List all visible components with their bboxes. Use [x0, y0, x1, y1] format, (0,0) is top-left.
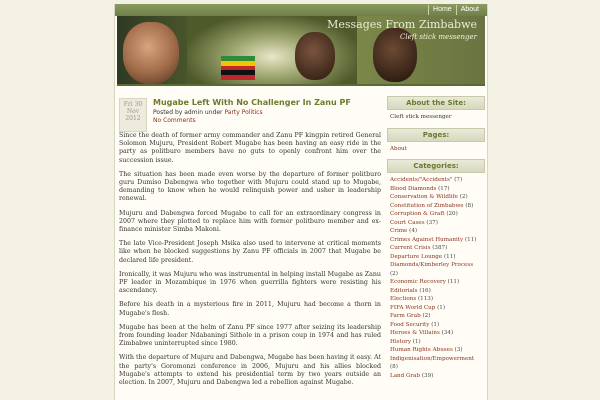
post-paragraph: Mugabe has been at the helm of Zanu PF since 1977 after seizing its leadership from founding leader Ndabaningi Sithole in a prison coup in 1974 and has ruled Zimbabwe uninterrupted since 1980.: [119, 323, 381, 348]
category-item: [390, 253, 482, 262]
post-paragraph: With the departure of Mujuru and Dabengwa, Mugabe has been having it easy. At the party's Goromonzi conference in 2006, Mujuru and his allies blocked Mugabe's attempts to extend his presidential term by two years outside an election. In 2007, Mujuru and Dabengwa led a rebellion against Mugabe.: [119, 354, 381, 387]
category-count: (11): [443, 253, 456, 260]
category-count: (17): [438, 185, 450, 192]
category-item: [390, 244, 482, 253]
category-link[interactable]: Constitution of Zimbabwe: [390, 202, 464, 209]
post-paragraph: Ironically, it was Mujuru who was instrumental in helping install Mugabe as Zanu PF leader in Mozambique in 1976 when guerrilla fighters were resisting his ascendancy.: [119, 270, 381, 295]
category-count: (113): [417, 296, 434, 302]
category-count: (20): [446, 211, 458, 217]
categories-widget-title: Categories:: [387, 159, 485, 173]
category-item: [390, 176, 482, 185]
category-item: [390, 287, 482, 296]
sidebar: [387, 96, 485, 386]
category-count: (16): [419, 287, 431, 294]
category-item: [390, 219, 482, 228]
post-paragraph: The late Vice-President Joseph Msika also used to intervene at critical moments like when he blocked suggestions by Zanu PF officials in 2007 that Mugabe be declared life president.: [119, 240, 381, 264]
category-link[interactable]: History: [390, 338, 411, 345]
category-item: [390, 261, 482, 278]
post-date-day: Fri 30: [123, 101, 143, 108]
category-count: (37): [426, 219, 438, 226]
category-link[interactable]: Editorials: [390, 287, 418, 294]
category-item: [390, 372, 482, 381]
nav-home-link[interactable]: Home: [428, 5, 456, 15]
category-count: (2): [422, 313, 431, 319]
category-link[interactable]: Diamonds/Kimberley Process: [390, 262, 474, 268]
category-link[interactable]: Current Crisis: [390, 245, 431, 251]
pages-widget-title: Pages:: [387, 128, 485, 142]
post-comments-link[interactable]: No Comments: [153, 117, 196, 124]
category-link[interactable]: Crimes Against Humanity: [390, 236, 464, 243]
category-item: [390, 355, 482, 372]
about-widget-title: About the Site:: [387, 96, 485, 110]
post: [115, 94, 383, 400]
category-link[interactable]: Land Grab: [390, 372, 421, 379]
portrait-left-image: [123, 22, 179, 84]
category-count: (34): [441, 330, 454, 336]
post-date-year: 2012: [125, 115, 141, 122]
category-link[interactable]: Departure Lounge: [390, 253, 443, 260]
category-item: [390, 210, 482, 219]
about-widget-text: Cleft stick messenger: [390, 114, 452, 120]
category-count: (1): [437, 304, 446, 311]
post-paragraph: Since the death of former army commander and Zanu PF kingpin retired General Solomon Mujuru, President Robert Mugabe has been having an easy ride in the party as politburo members have no guts to openly confront him over the succession issue.: [119, 132, 381, 164]
category-count: (2): [390, 270, 398, 277]
category-count: (4): [409, 228, 418, 234]
category-item: [390, 321, 482, 330]
category-link[interactable]: Food Security: [390, 321, 430, 328]
category-item: [390, 312, 482, 321]
post-paragraph: The situation has been made even worse by the departure of former politburo guru Dumiso Dabengwa who together with Mujuru could stand up to Mugabe, demanding to know when he would relinquish power and usher in leadership renewal.: [119, 170, 381, 203]
category-count: (11): [447, 279, 460, 285]
category-item: [390, 329, 482, 338]
category-item: [390, 304, 482, 313]
category-item: [390, 202, 482, 211]
category-item: [390, 338, 482, 347]
category-item: [390, 236, 482, 245]
category-count: (387): [432, 245, 448, 251]
category-item: [390, 346, 482, 355]
post-body: [119, 132, 381, 393]
category-item: [390, 185, 482, 194]
category-link[interactable]: Human Rights Abuses: [390, 347, 453, 353]
category-count: (2): [459, 194, 468, 200]
page: [114, 4, 488, 400]
category-item: [390, 278, 482, 287]
pages-link-about[interactable]: About: [390, 145, 407, 152]
category-link[interactable]: Court Cases: [390, 219, 425, 226]
category-count: (8): [390, 364, 398, 370]
post-category-link[interactable]: Party Politics: [224, 109, 263, 116]
category-link[interactable]: Conservation & Wildlife: [390, 194, 458, 200]
category-item: [390, 193, 482, 202]
post-paragraph: Before his death in a mysterious fire in 2011, Mujuru had become a thorn in Mugabe's flesh.: [119, 301, 381, 317]
category-item: [390, 295, 482, 304]
category-link[interactable]: Economic Recovery: [390, 279, 446, 285]
category-link[interactable]: Elections: [390, 296, 417, 302]
site-description: Cleft stick messenger: [400, 33, 477, 41]
portrait-center-image: [295, 32, 335, 80]
category-count: (1): [431, 321, 440, 328]
category-link[interactable]: Heroes & Villains: [390, 330, 440, 336]
post-meta: [153, 109, 263, 125]
category-count: (8): [465, 202, 474, 209]
post-paragraph: Mujuru and Dabengwa forced Mugabe to call for an extraordinary congress in 2007 where they plotted to replace him with former politburo member and ex-finance minister Simba Makoni.: [119, 209, 381, 234]
category-link[interactable]: Farm Grab: [390, 313, 421, 319]
category-link[interactable]: Indigenisation/Empowerment: [390, 355, 475, 362]
post-meta-prefix: Posted by admin under: [153, 109, 223, 116]
zimbabwe-flag-icon: [221, 56, 255, 80]
pages-widget: [387, 142, 485, 160]
header-banner: [117, 16, 485, 86]
post-date-month: Nov: [126, 108, 140, 115]
top-navigation: [115, 4, 487, 16]
nav-about-link[interactable]: About: [456, 5, 483, 15]
category-link[interactable]: Crime: [390, 228, 408, 234]
category-link[interactable]: Accidents/"Accidents": [390, 177, 453, 183]
category-count: (3): [454, 347, 463, 353]
category-link[interactable]: FIFA World Cup: [390, 304, 436, 311]
categories-list: [387, 173, 485, 386]
post-title[interactable]: Mugabe Left With No Challenger In Zanu PF: [153, 98, 351, 107]
site-title[interactable]: Messages From Zimbabwe: [327, 18, 477, 31]
category-count: (1): [412, 338, 421, 345]
category-link[interactable]: Blood Diamonds: [390, 185, 437, 192]
category-link[interactable]: Corruption & Graft: [390, 211, 445, 217]
category-count: (7): [454, 177, 463, 183]
category-count: (39): [421, 372, 434, 379]
post-date: [119, 98, 147, 132]
category-item: [390, 227, 482, 236]
category-count: (11): [464, 236, 477, 243]
